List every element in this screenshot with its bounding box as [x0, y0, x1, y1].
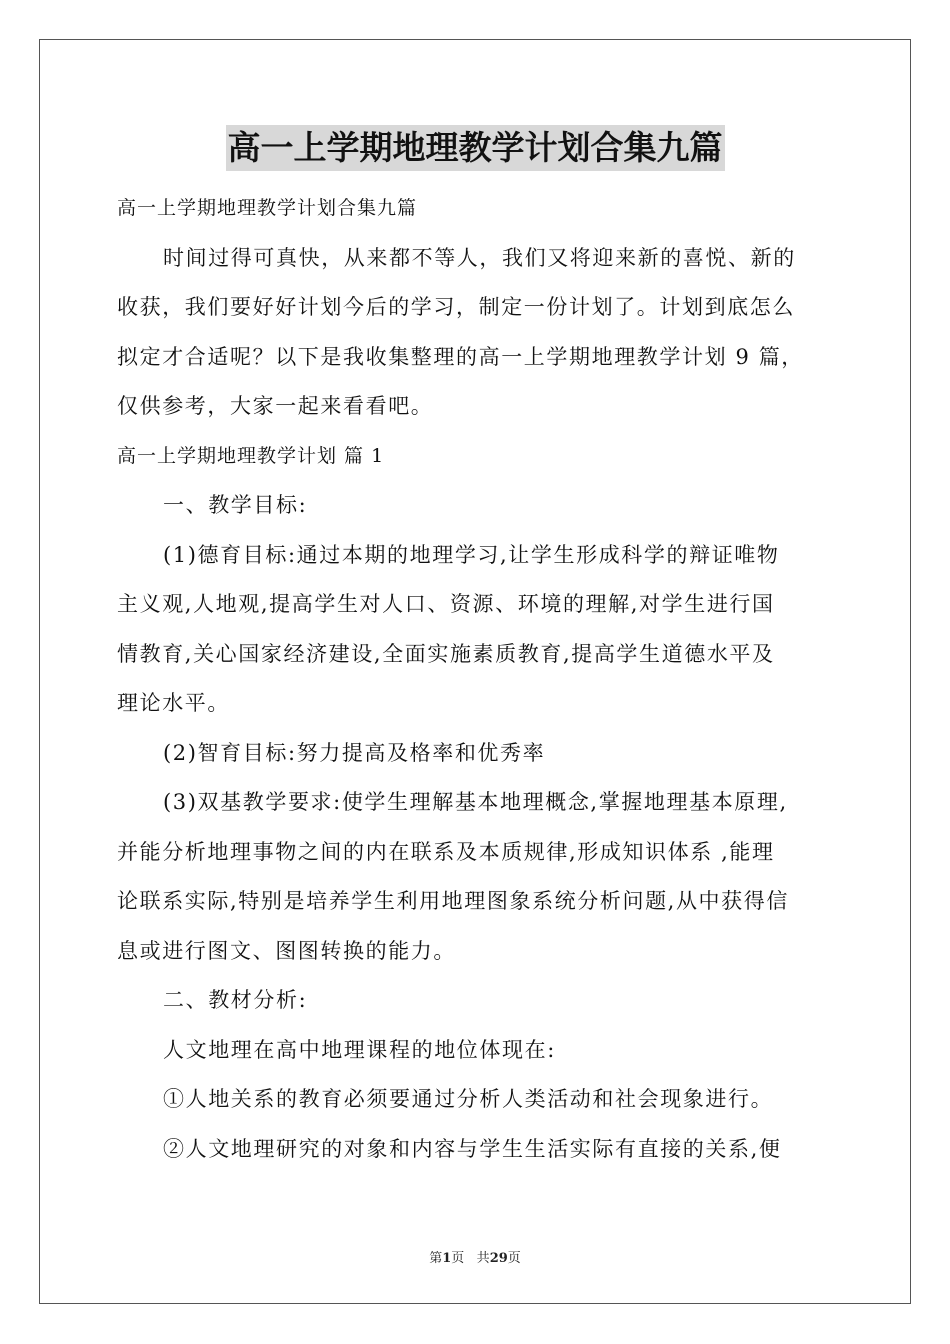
text-line: 理论水平。: [117, 691, 230, 715]
text-line: ①人地关系的教育必须要通过分析人类活动和社会现象进行。: [163, 1087, 774, 1111]
page-prefix: 第: [429, 1251, 443, 1266]
text-line: 仅供参考，大家一起来看看吧。: [117, 394, 434, 418]
total-prefix: 共: [476, 1251, 490, 1266]
text-line: 高一上学期地理教学计划 篇 1: [117, 444, 385, 467]
page-footer: [0, 1247, 950, 1266]
text-line: (1)德育目标:通过本期的地理学习,让学生形成科学的辩证唯物: [163, 542, 780, 567]
text-line: 人文地理在高中地理课程的地位体现在:: [163, 1037, 556, 1062]
text-line: 一、教学目标:: [163, 493, 308, 517]
text-line: 二、教材分析:: [163, 988, 308, 1012]
total-suffix: 页: [507, 1251, 521, 1266]
text-line: 高一上学期地理教学计划合集九篇: [117, 197, 418, 219]
page-number: 1: [442, 1251, 452, 1266]
text-line: 论联系实际,特别是培养学生利用地理图象系统分析问题,从中获得信: [117, 889, 789, 913]
text-line: 收获，我们要好好计划今后的学习，制定一份计划了。计划到底怎么: [117, 295, 795, 319]
text-line: 情教育,关心国家经济建设,全面实施素质教育,提高学生道德水平及: [117, 641, 775, 666]
text-line: (3)双基教学要求:使学生理解基本地理概念,掌握地理基本原理,: [163, 790, 788, 814]
text-line: 拟定才合适呢？以下是我收集整理的高一上学期地理教学计划 9 篇，: [117, 344, 804, 369]
text-line: 并能分析地理事物之间的内在联系及本质规律,形成知识体系 ,能理: [117, 839, 775, 864]
page-title: 高一上学期地理教学计划合集九篇: [226, 125, 725, 171]
page-suffix: 页: [451, 1251, 465, 1266]
text-line: 息或进行图文、图图转换的能力。: [117, 938, 456, 963]
text-line: (2)智育目标:努力提高及格率和优秀率: [163, 740, 546, 765]
text-line: ②人文地理研究的对象和内容与学生生活实际有直接的关系,便: [163, 1136, 782, 1161]
document-body: [117, 184, 835, 1174]
total-pages: 29: [489, 1251, 508, 1266]
text-line: 主义观,人地观,提高学生对人口、资源、环境的理解,对学生进行国: [117, 592, 775, 616]
title-container: [0, 125, 950, 171]
text-line: 时间过得可真快，从来都不等人，我们又将迎来新的喜悦、新的: [163, 245, 796, 270]
